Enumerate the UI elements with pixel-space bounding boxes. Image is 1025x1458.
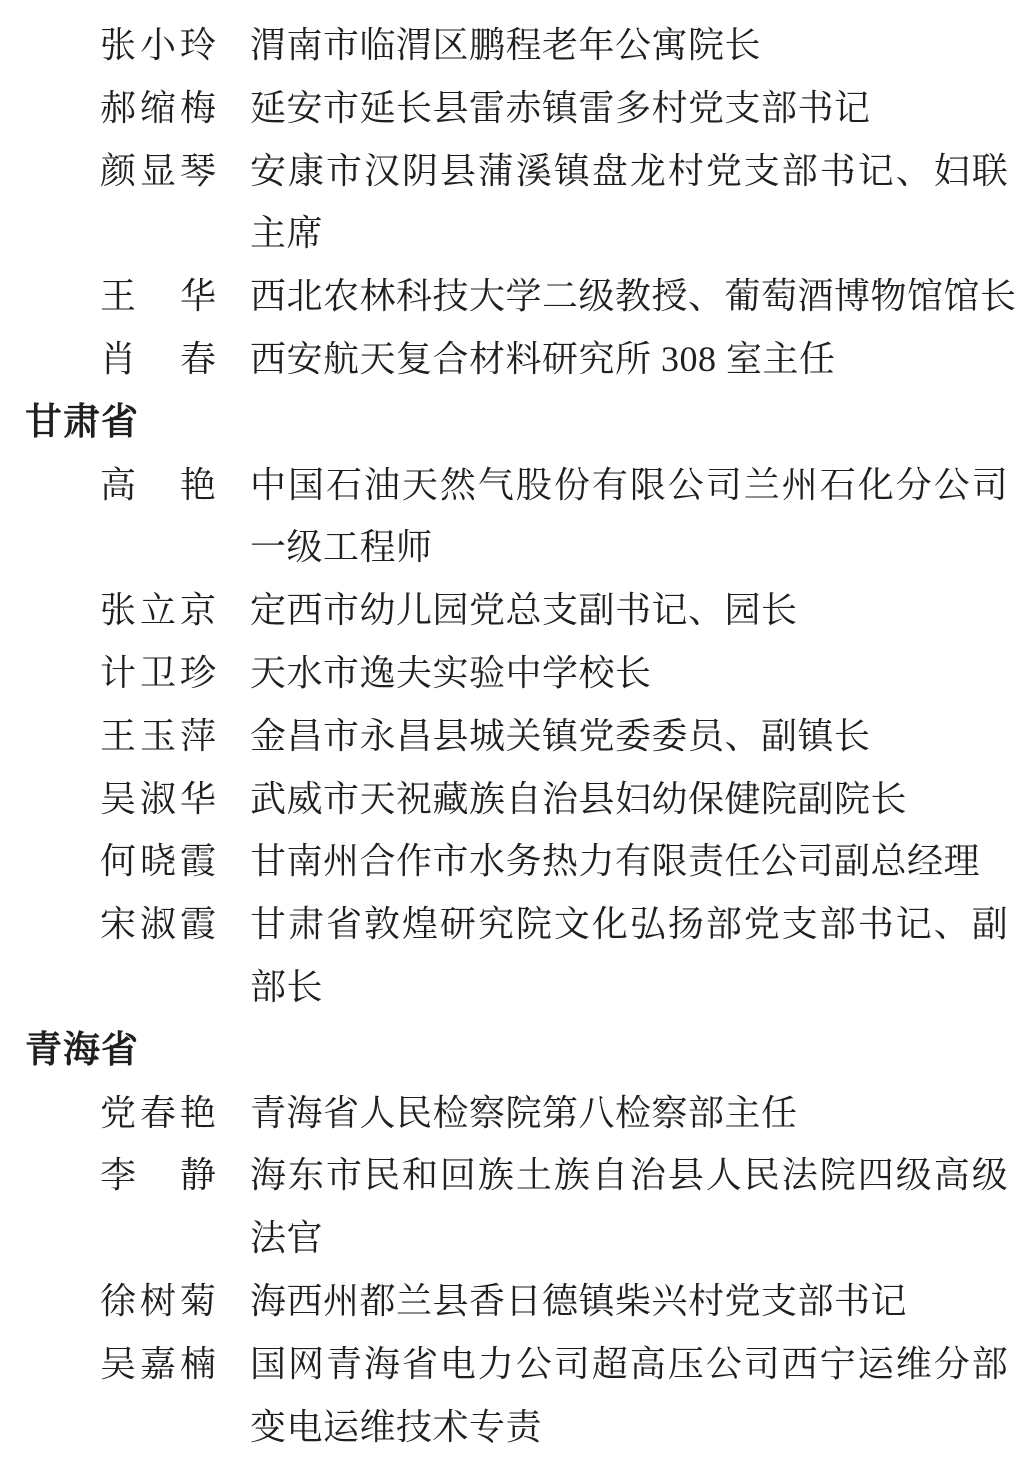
honoree-row (0, 454, 1025, 580)
honoree-row (0, 768, 1025, 831)
honoree-title (250, 579, 1008, 642)
honoree-title (250, 14, 1008, 77)
honoree-name: 计 卫 珍 (100, 652, 216, 693)
honoree-title-line: 渭南市临渭区鹏程老年公寓院长 (250, 25, 762, 65)
honoree-title-line: 国 网 青 海 省 电 力 公 司 超 高 压 公 司 西 宁 运 维 分 部 (250, 1343, 1008, 1384)
honoree-row (0, 1270, 1025, 1333)
honoree-name: 张 小 玲 (100, 25, 216, 65)
province-header-qinghai: 青海省 (25, 1028, 139, 1070)
honoree-name: 党 春 艳 (100, 1092, 216, 1133)
honoree-title-line: 海西州都兰县香日德镇柴兴村党支部书记 (250, 1280, 908, 1321)
honoree-row (0, 140, 1025, 266)
honoree-title-line: 一级工程师 (250, 527, 433, 568)
honoree-title (250, 1082, 1008, 1145)
honoree-name: 宋 淑 霞 (100, 904, 216, 945)
honoree-title (250, 893, 1008, 1019)
honoree-title-line: 安 康 市 汉 阴 县 蒲 溪 镇 盘 龙 村 党 支 部 书 记 、 妇 联 (250, 150, 1008, 191)
honoree-row (0, 328, 1025, 391)
honoree-row (0, 893, 1025, 1019)
honoree-name: 颜 显 琴 (100, 150, 216, 191)
honoree-title (250, 328, 1008, 391)
honoree-title (250, 1144, 1008, 1270)
honoree-title (250, 642, 1008, 705)
honoree-name: 王 华 (100, 276, 216, 317)
honoree-name: 徐 树 菊 (100, 1280, 216, 1321)
honoree-title-line: 甘 肃 省 敦 煌 研 究 院 文 化 弘 扬 部 党 支 部 书 记 、 副 (250, 904, 1008, 945)
honoree-title (250, 140, 1008, 266)
honoree-name: 李 静 (100, 1155, 216, 1196)
honoree-name: 郝 缩 梅 (100, 87, 216, 128)
honoree-title (250, 1270, 1008, 1333)
honoree-title (250, 1333, 1008, 1458)
honoree-name: 肖 春 (100, 338, 216, 379)
honoree-title-line: 海 东 市 民 和 回 族 土 族 自 治 县 人 民 法 院 四 级 高 级 (250, 1155, 1008, 1196)
honoree-title-line: 变电运维技术专责 (250, 1406, 543, 1447)
honoree-row (0, 830, 1025, 893)
honoree-row (0, 1082, 1025, 1145)
honoree-title (250, 454, 1008, 580)
honoree-name: 张 立 京 (100, 590, 216, 631)
honoree-row (0, 1333, 1025, 1458)
honoree-row (0, 642, 1025, 705)
province-header-gansu: 甘肃省 (25, 400, 139, 442)
honoree-title (250, 265, 1017, 328)
honoree-title (250, 830, 1008, 893)
honoree-title-line: 金昌市永昌县城关镇党委委员、副镇长 (250, 715, 871, 756)
honoree-row (0, 14, 1025, 77)
honoree-title-line: 青海省人民检察院第八检察部主任 (250, 1092, 798, 1133)
honoree-title-line: 甘南州合作市水务热力有限责任公司副总经理 (250, 841, 981, 882)
honoree-title-line: 西安航天复合材料研究所 308 室主任 (250, 338, 836, 379)
honoree-title-line: 武威市天祝藏族自治县妇幼保健院副院长 (250, 778, 908, 819)
honoree-title-line: 定西市幼儿园党总支副书记、园长 (250, 590, 798, 631)
honoree-title (250, 705, 1008, 768)
honoree-row (0, 705, 1025, 768)
honoree-name: 王 玉 萍 (100, 715, 216, 756)
honoree-row (0, 265, 1025, 328)
honoree-title (250, 77, 1008, 140)
honoree-title-line: 法官 (250, 1218, 324, 1259)
honoree-name: 吴 淑 华 (100, 778, 216, 819)
honoree-name: 高 艳 (100, 464, 216, 505)
honoree-title-line: 西北农林科技大学二级教授、葡萄酒博物馆馆长 (250, 276, 1017, 317)
honoree-name: 吴 嘉 楠 (100, 1343, 216, 1384)
honoree-title-line: 天水市逸夫实验中学校长 (250, 652, 652, 693)
honoree-row (0, 1144, 1025, 1270)
honoree-row (0, 579, 1025, 642)
honoree-title-line: 部长 (250, 966, 324, 1007)
honoree-title-line: 延安市延长县雷赤镇雷多村党支部书记 (250, 87, 871, 128)
honoree-title-line: 主席 (250, 213, 324, 254)
honoree-title-line: 中 国 石 油 天 然 气 股 份 有 限 公 司 兰 州 石 化 分 公 司 (250, 464, 1008, 505)
honoree-row (0, 77, 1025, 140)
honoree-name: 何 晓 霞 (100, 841, 216, 882)
honoree-title (250, 768, 1008, 831)
